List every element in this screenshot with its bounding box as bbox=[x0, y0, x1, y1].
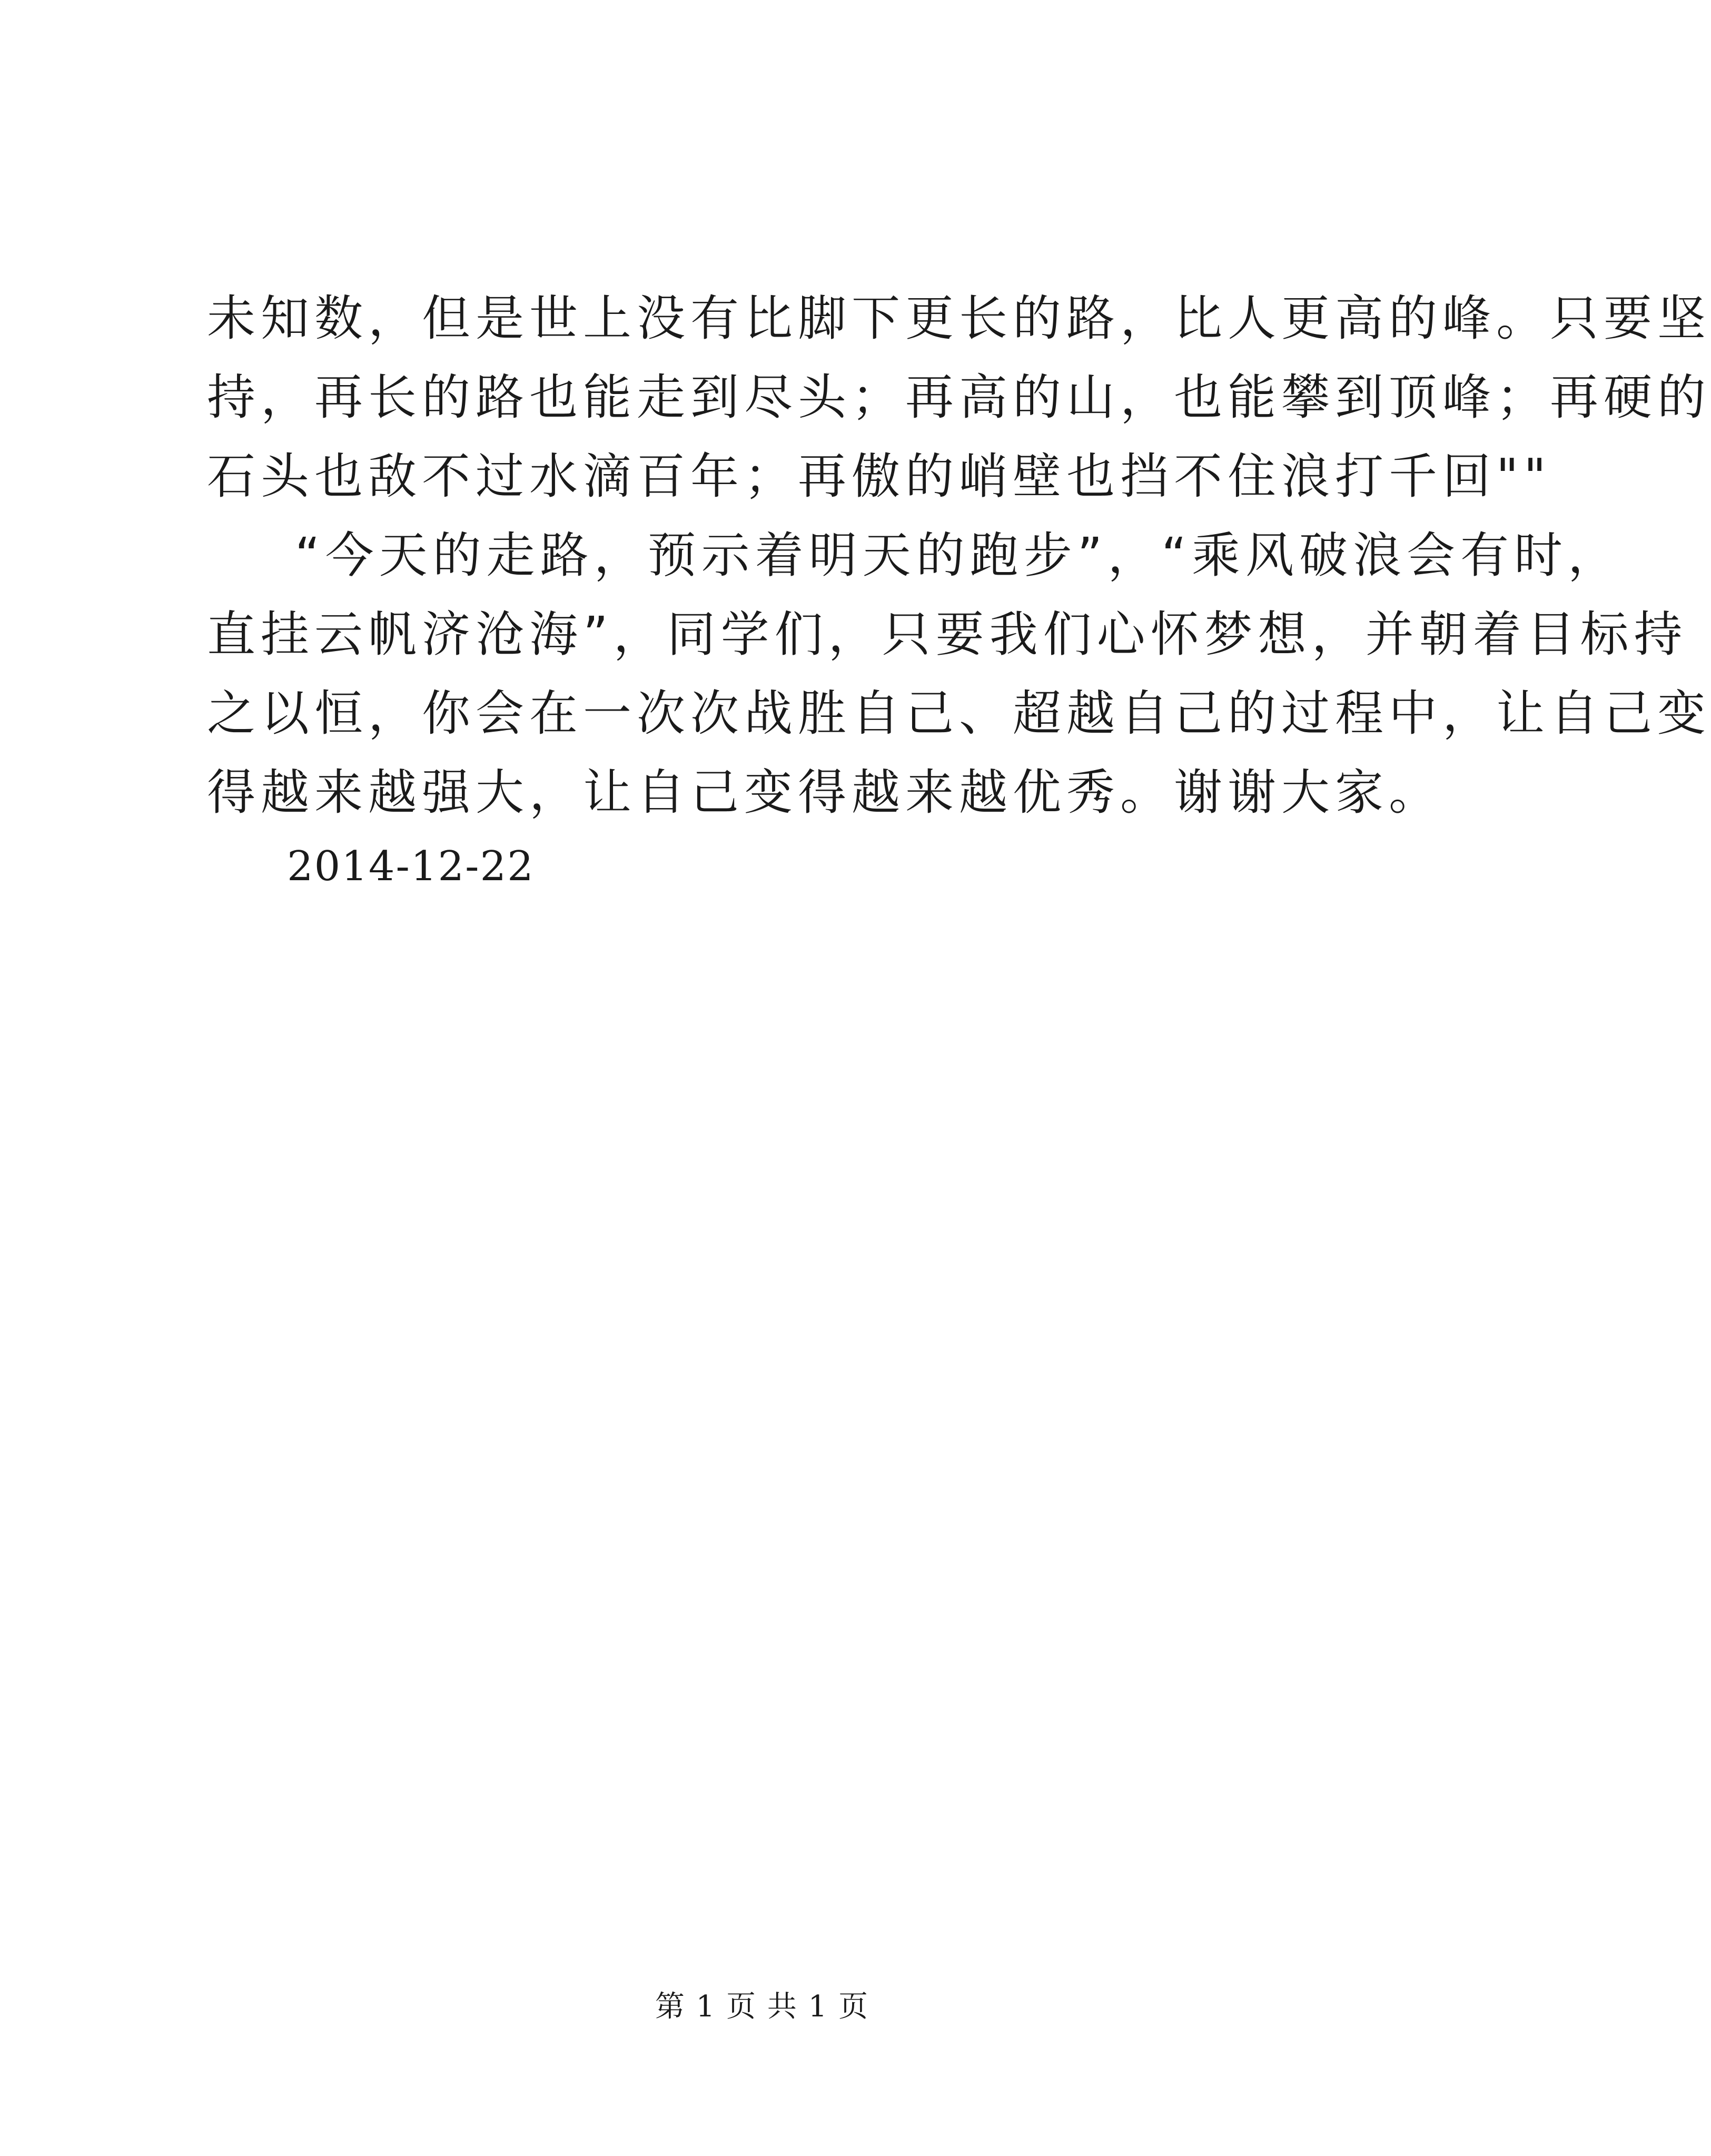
body-text-line: “今天的走路，预示着明天的跑步”，“乘风破浪会有时， bbox=[295, 527, 1621, 584]
document-date: 2014-12-22 bbox=[287, 843, 535, 890]
body-text-line: 持，再长的路也能走到尽头；再高的山，也能攀到顶峰；再硬的 bbox=[207, 369, 1711, 426]
body-text-line: 之以恒，你会在一次次战胜自己、超越自己的过程中，让自己变 bbox=[207, 685, 1711, 742]
body-text-line: 直挂云帆济沧海”，同学们，只要我们心怀梦想，并朝着目标持 bbox=[207, 606, 1688, 663]
body-text-line: 石头也敌不过水滴百年；再傲的峭壁也挡不住浪打千回"" bbox=[207, 448, 1551, 505]
body-text-line: 得越来越强大，让自己变得越来越优秀。谢谢大家。 bbox=[207, 764, 1443, 821]
page-footer: 第 1 页 共 1 页 bbox=[655, 1990, 869, 2024]
body-text-line: 未知数，但是世上没有比脚下更长的路，比人更高的峰。只要坚 bbox=[207, 290, 1711, 347]
